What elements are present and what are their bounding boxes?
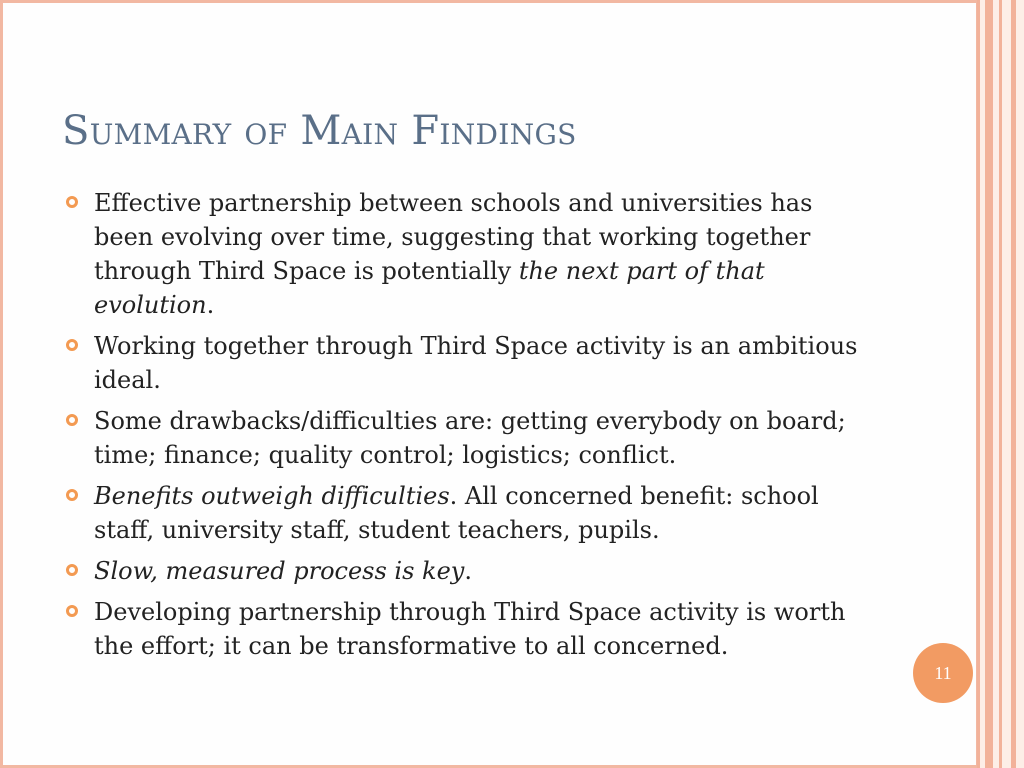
findings-list [64, 186, 874, 670]
slide-title: Summary of Main Findings [62, 108, 577, 154]
left-border-line [0, 0, 3, 768]
finding-bullet-3 [64, 404, 874, 472]
ring-bullet-icon [66, 414, 78, 426]
finding-bullet-5-emphasis: Slow, measured process is key [94, 557, 465, 585]
finding-bullet-2 [64, 329, 874, 397]
ring-bullet-icon [66, 339, 78, 351]
finding-bullet-6 [64, 595, 874, 663]
finding-bullet-5-text: . [464, 557, 472, 585]
finding-bullet-1-emphasis: the next part of that evolution [94, 257, 765, 319]
finding-bullet-6-text: Developing partnership through Third Space activity is worth the effort; it can be transformative to all concerned. [94, 598, 846, 660]
ring-bullet-icon [66, 605, 78, 617]
finding-bullet-1 [64, 186, 874, 322]
finding-bullet-3-text: Some drawbacks/difficulties are: getting everybody on board; time; finance; quality control; logistics; conflict. [94, 407, 846, 469]
stripe-3 [999, 0, 1002, 768]
finding-bullet-4-emphasis: Benefits outweigh difficulties [94, 482, 450, 510]
finding-bullet-1-text: Effective partnership between schools and universities has been evolving over time, suggesting that working together through Third Space is potentially [94, 189, 813, 285]
ring-bullet-icon [66, 489, 78, 501]
page-number-badge: 11 [913, 643, 973, 703]
finding-bullet-2-text: Working together through Third Space activity is an ambitious ideal. [94, 332, 858, 394]
finding-bullet-5 [64, 554, 874, 588]
ring-bullet-icon [66, 564, 78, 576]
finding-bullet-1-ending: . [206, 291, 215, 319]
top-border-line [0, 0, 990, 3]
finding-bullet-4-text: . All concerned benefit: school staff, university staff, student teachers, pupils. [94, 482, 819, 544]
stripe-1 [977, 0, 980, 768]
stripe-2 [985, 0, 993, 768]
right-decorative-stripes [978, 0, 1024, 768]
finding-bullet-4 [64, 479, 874, 547]
stripe-4 [1011, 0, 1016, 768]
ring-bullet-icon [66, 196, 78, 208]
